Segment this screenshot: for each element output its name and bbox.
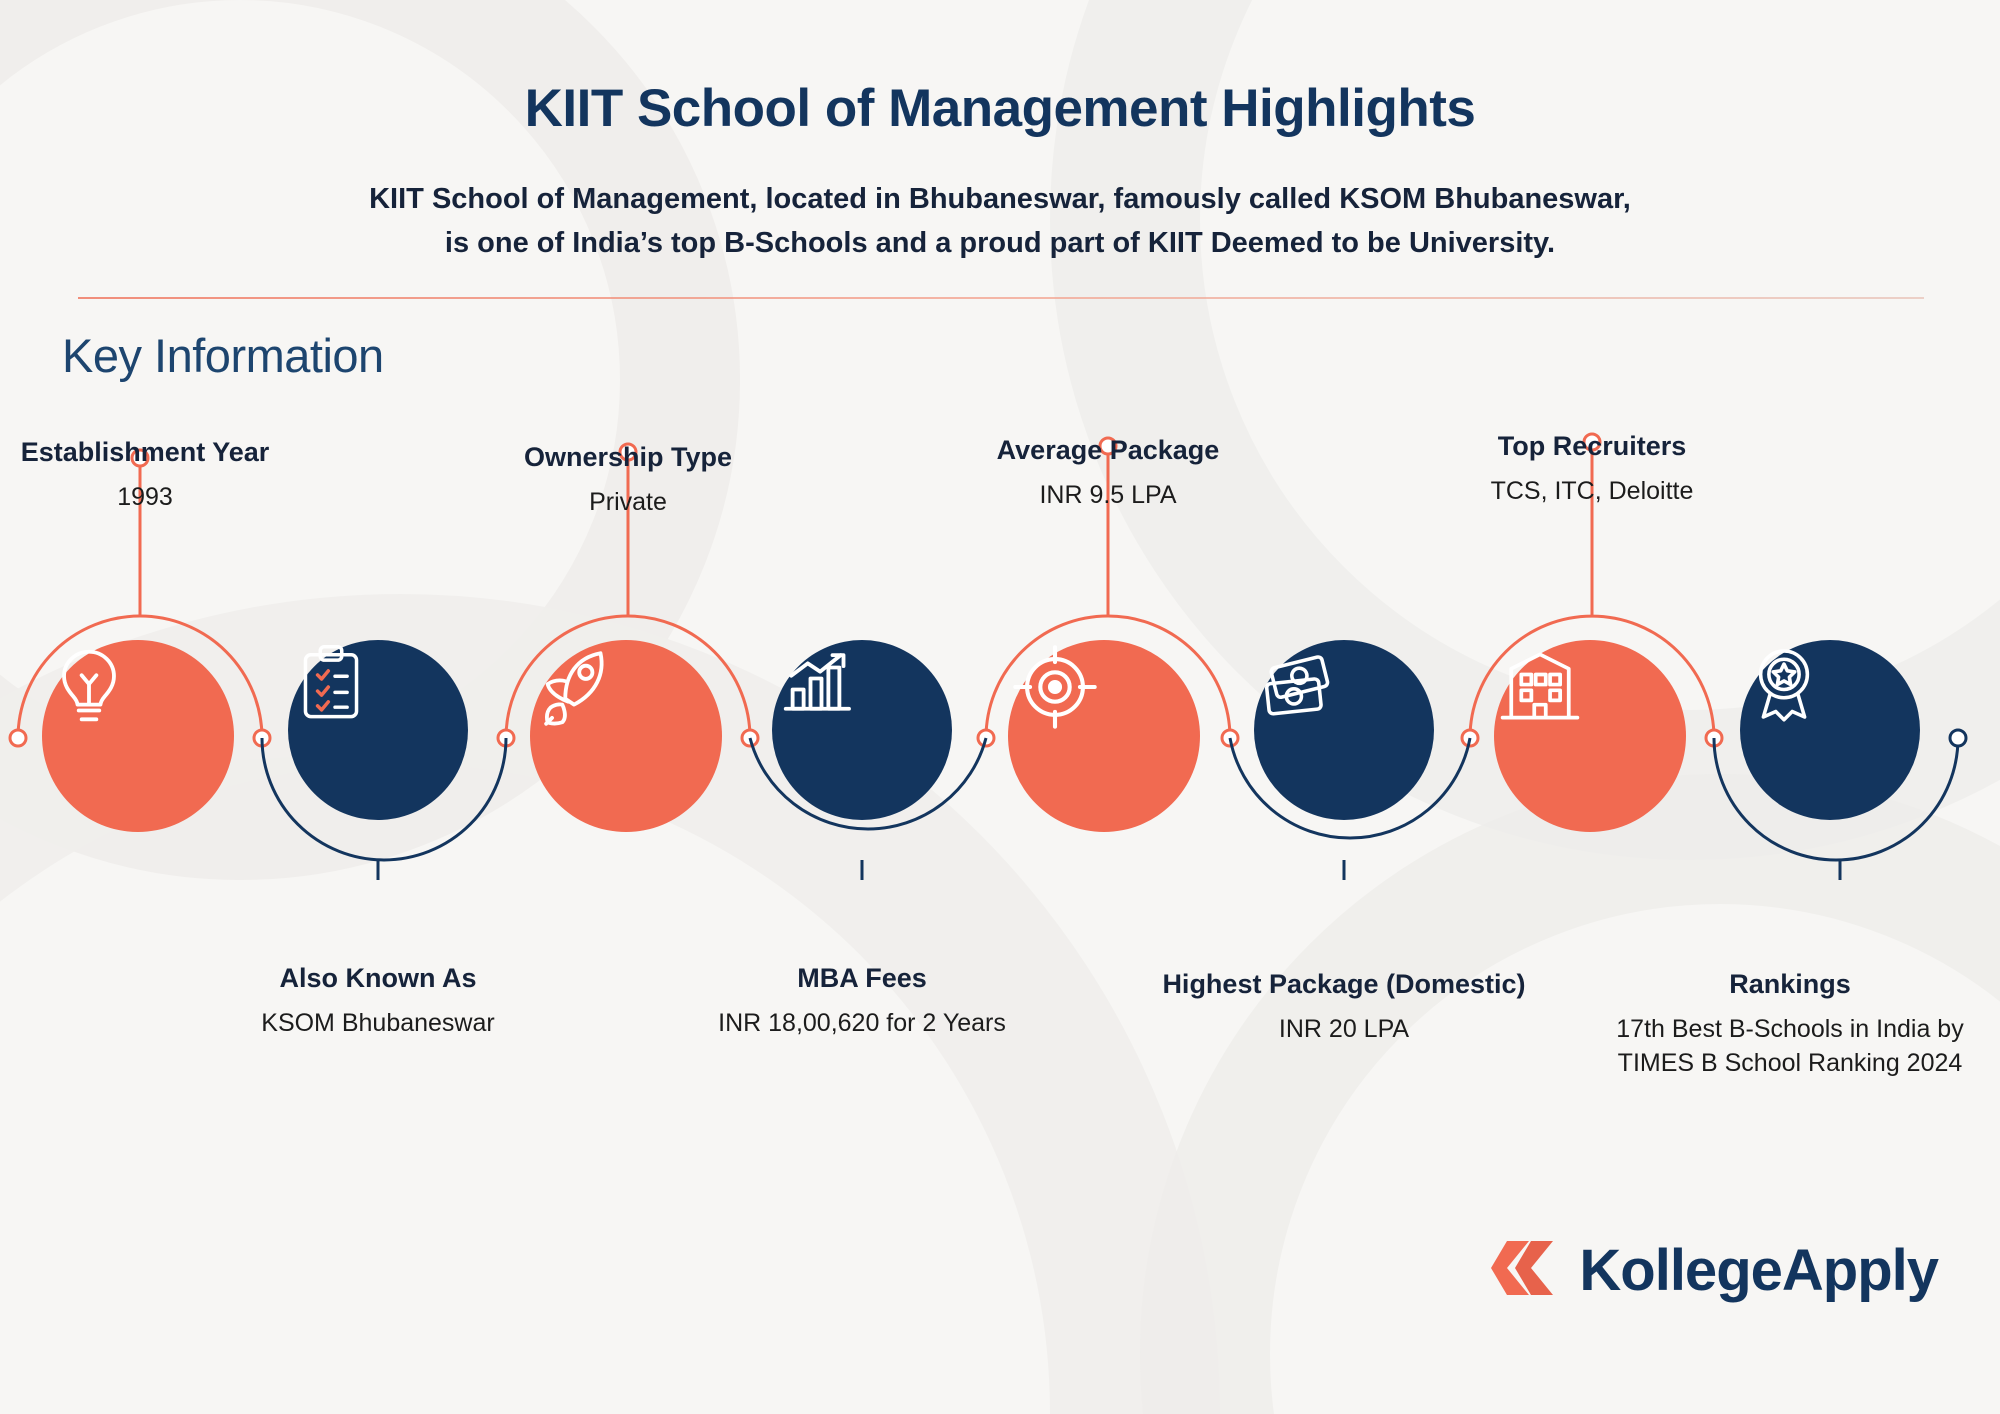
node-also-known-as[interactable]: [288, 640, 468, 820]
label-value: INR 18,00,620 for 2 Years: [718, 1008, 1006, 1037]
label-value: 17th Best B-Schools in India by TIMES B School Ranking 2024: [1616, 1014, 1964, 1077]
label-title: Top Recruiters: [1497, 431, 1687, 461]
label-rankings: [1600, 968, 1980, 1080]
label-title: Average Package: [996, 435, 1220, 465]
subtitle-line-1: KIIT School of Management, located in Bhubaneswar, famously called KSOM Bhubaneswar,: [369, 183, 1631, 215]
label-highest-package: [1094, 968, 1594, 1047]
logo-text: KollegeApply: [1579, 1238, 1938, 1303]
node-mba-fees[interactable]: [772, 640, 952, 820]
kollegeapply-logo-mark: [1491, 1235, 1561, 1306]
label-title: Highest Package (Domestic): [1162, 969, 1526, 999]
page-subtitle: [95, 178, 1905, 265]
node-average-package[interactable]: [1008, 640, 1200, 832]
label-value: 1993: [117, 482, 173, 511]
label-title: Rankings: [1729, 969, 1851, 999]
label-title: Also Known As: [279, 963, 477, 993]
label-ownership-type: [478, 441, 778, 520]
label-title: Ownership Type: [523, 442, 733, 472]
section-heading: Key Information: [62, 329, 384, 382]
label-also-known-as: [228, 962, 528, 1041]
subtitle-line-2: is one of India’s top B-Schools and a proud part of KIIT Deemed to be University.: [444, 226, 1556, 259]
page-title: KIIT School of Management Highlights: [524, 79, 1476, 138]
label-value: TCS, ITC, Deloitte: [1490, 476, 1694, 505]
label-title: MBA Fees: [797, 963, 927, 993]
node-highest-package[interactable]: [1254, 640, 1434, 820]
label-value: INR 9.5 LPA: [1039, 480, 1177, 509]
node-establishment-year[interactable]: [42, 640, 234, 832]
node-ownership-type[interactable]: [530, 640, 722, 832]
label-value: KSOM Bhubaneswar: [261, 1008, 495, 1037]
kollegeapply-logo[interactable]: [1491, 1235, 1938, 1306]
label-title: Establishment Year: [20, 437, 270, 467]
label-top-recruiters: [1442, 430, 1742, 509]
node-top-recruiters[interactable]: [1494, 640, 1686, 832]
label-mba-fees: [662, 962, 1062, 1041]
label-average-package: [958, 434, 1258, 513]
node-rankings[interactable]: [1740, 640, 1920, 820]
label-value: Private: [589, 487, 667, 516]
label-value: INR 20 LPA: [1278, 1014, 1410, 1043]
label-establishment-year: [0, 436, 290, 515]
header-divider: [78, 297, 1924, 299]
